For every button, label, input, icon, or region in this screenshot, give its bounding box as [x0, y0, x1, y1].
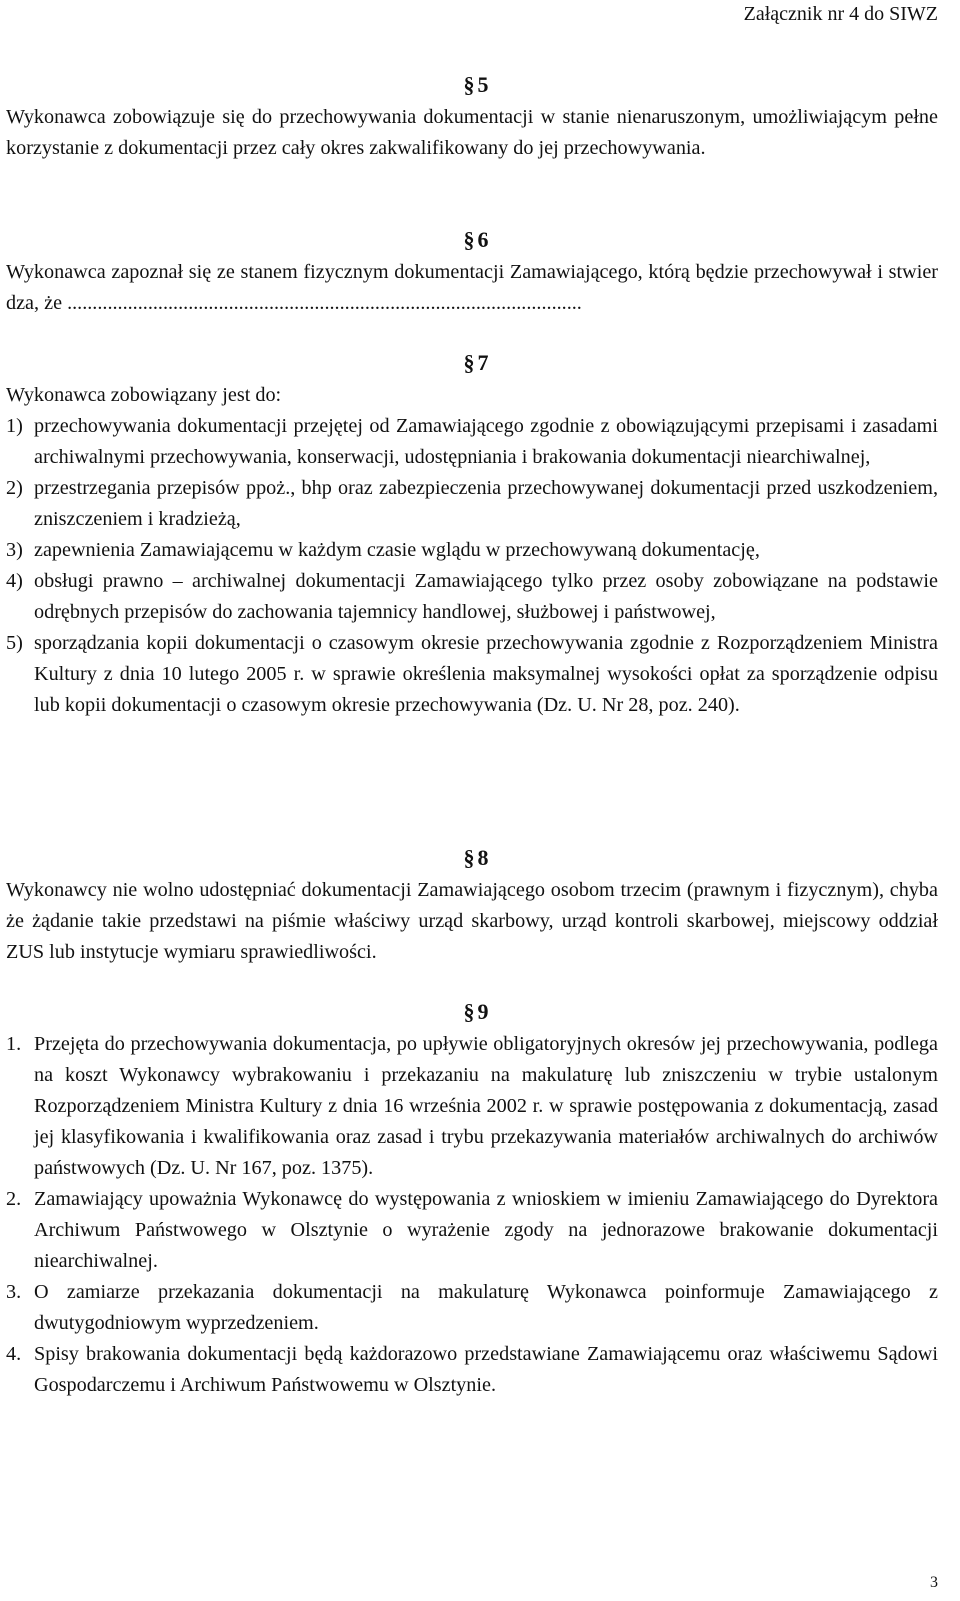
- section-heading: [6, 225, 938, 255]
- section-7: [6, 348, 938, 721]
- list-marker: 3.: [6, 1281, 22, 1303]
- section-text: Wykonawca zapoznał się ze stanem fizycznym dokumentacji Zamawiającego, którą będzie przechowywał i stwierdza, że ......................................................................................................: [6, 261, 938, 314]
- list-item: [6, 535, 938, 566]
- list-item: [6, 566, 938, 628]
- section-sign: §: [463, 227, 475, 252]
- list-item-text: Zamawiający upoważnia Wykonawcę do występowania z wnioskiem w imieniu Zamawiającego do Dyrektora Archiwum Państwowego w Olsztynie o wyrażenie zgody na jednorazowe brakowanie dokumentacji niearchiwalnej.: [34, 1188, 938, 1272]
- list-item: [6, 1277, 938, 1339]
- section-sign: §: [463, 72, 475, 97]
- section-heading: [6, 843, 938, 873]
- procedures-list: [6, 1029, 938, 1401]
- list-marker: 2): [6, 477, 23, 499]
- list-item: [6, 411, 938, 473]
- page-number: 3: [930, 1574, 938, 1591]
- list-item: [6, 473, 938, 535]
- obligations-list: [6, 411, 938, 721]
- list-item: [6, 1184, 938, 1277]
- section-8: [6, 843, 938, 968]
- list-item: [6, 1029, 938, 1184]
- section-9: [6, 997, 938, 1401]
- list-item-text: przechowywania dokumentacji przejętej od Zamawiającego zgodnie z obowiązującymi przepisami i zasadami archiwalnymi przechowywania, konserwacji, udostępniania i brakowania dokumentacji niearchiwalnej,: [34, 415, 938, 468]
- list-item-text: obsługi prawno – archiwalnej dokumentacji Zamawiającego tylko przez osoby zobowiązane na podstawie odrębnych przepisów do zachowania tajemnicy handlowej, służbowej i państwowej,: [34, 570, 938, 623]
- section-number: 9: [477, 999, 489, 1024]
- list-item-text: Przejęta do przechowywania dokumentacja, po upływie obligatoryjnych okresów jej przechowywania, podlega na koszt Wykonawcy wybrakowaniu i przekazaniu na makulaturę lub zniszczeniu w trybie ustalonym Rozporządzeniem Ministra Kultury z dnia 16 września 2002 r. w sprawie postępowania z dokumentacją, zasad jej klasyfikowania i kwalifikowania oraz zasad i trybu przekazywania materiałów archiwalnych do archiwów państwowych (Dz. U. Nr 167, poz. 1375).: [34, 1033, 938, 1179]
- list-marker: 4): [6, 570, 23, 592]
- section-heading: [6, 348, 938, 378]
- list-marker: 5): [6, 632, 23, 654]
- section-sign: §: [463, 845, 475, 870]
- section-5: [6, 70, 938, 164]
- section-heading: [6, 70, 938, 100]
- list-marker: 4.: [6, 1343, 22, 1365]
- list-marker: 3): [6, 539, 23, 561]
- section-number: 5: [477, 72, 489, 97]
- section-sign: §: [463, 999, 475, 1024]
- section-sign: §: [463, 350, 475, 375]
- section-text: Wykonawcy nie wolno udostępniać dokumentacji Zamawiającego osobom trzecim (prawnym i fizycznym), chyba że żądanie takie przedstawi na piśmie właściwy urząd skarbowy, urząd kontroli skarbowej, miejscowy oddział ZUS lub instytucje wymiaru sprawiedliwości.: [6, 879, 938, 963]
- list-marker: 2.: [6, 1188, 22, 1210]
- section-intro: Wykonawca zobowiązany jest do:: [6, 384, 282, 406]
- list-item-text: przestrzegania przepisów ppoż., bhp oraz zabezpieczenia przechowywanej dokumentacji przed uszkodzeniem, zniszczeniem i kradzieżą,: [34, 477, 938, 530]
- list-item-text: O zamiarze przekazania dokumentacji na makulaturę Wykonawca poinformuje Zamawiającego z dwutygodniowym wyprzedzeniem.: [34, 1281, 938, 1334]
- list-item-text: Spisy brakowania dokumentacji będą każdorazowo przedstawiane Zamawiającemu oraz właściwemu Sądowi Gospodarczemu i Archiwum Państwowemu w Olsztynie.: [34, 1343, 938, 1396]
- list-marker: 1): [6, 415, 23, 437]
- list-item-text: zapewnienia Zamawiającemu w każdym czasie wglądu w przechowywaną dokumentację,: [34, 539, 760, 561]
- section-text: Wykonawca zobowiązuje się do przechowywania dokumentacji w stanie nienaruszonym, umożliwiającym pełne korzystanie z dokumentacji przez cały okres zakwalifikowany do jej przechowywania.: [6, 106, 938, 159]
- list-item: [6, 628, 938, 721]
- list-item-text: sporządzania kopii dokumentacji o czasowym okresie przechowywania zgodnie z Rozporządzeniem Ministra Kultury z dnia 10 lutego 2005 r. w sprawie określenia maksymalnej wysokości opłat za sporządzenie odpisu lub kopii dokumentacji o czasowym okresie przechowywania (Dz. U. Nr 28, poz. 240).: [34, 632, 938, 716]
- section-heading: [6, 997, 938, 1027]
- list-item: [6, 1339, 938, 1401]
- section-number: 6: [477, 227, 489, 252]
- section-number: 7: [477, 350, 489, 375]
- section-6: [6, 225, 938, 319]
- list-marker: 1.: [6, 1033, 22, 1055]
- section-number: 8: [477, 845, 489, 870]
- annex-label: Załącznik nr 4 do SIWZ: [743, 3, 938, 25]
